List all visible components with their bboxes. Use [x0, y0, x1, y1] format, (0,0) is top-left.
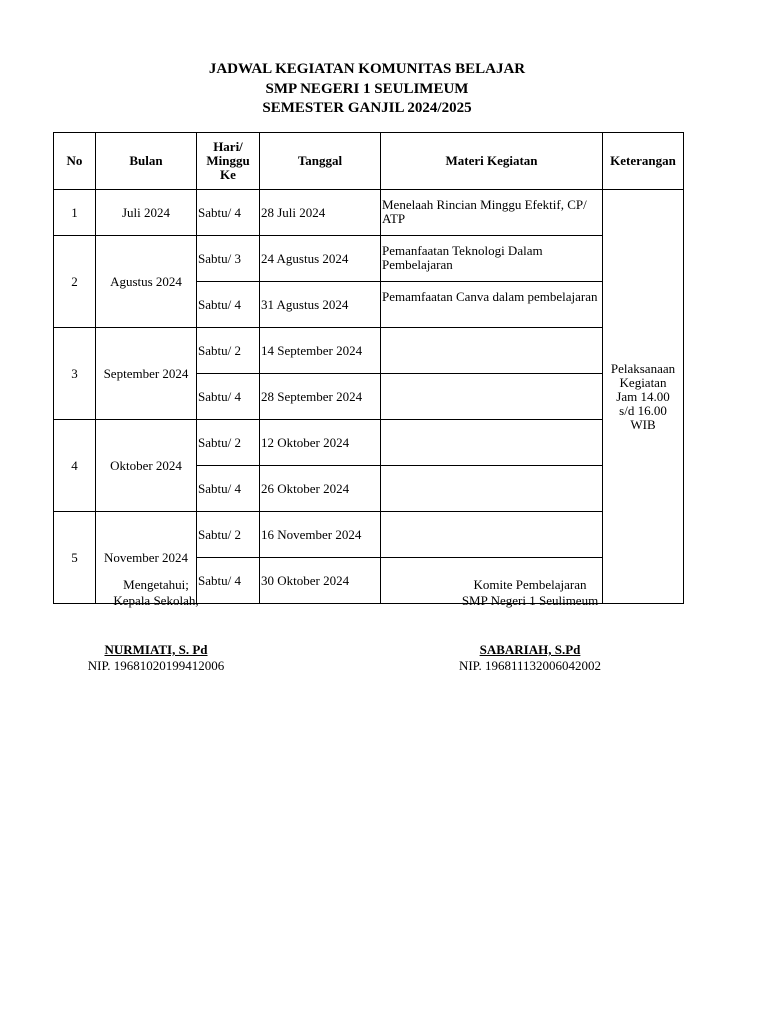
cell-hari: Sabtu/ 4 — [197, 466, 260, 512]
signature-right-nip: NIP. 196811132006042002 — [458, 658, 602, 673]
column-header-bulan: Bulan — [96, 133, 197, 190]
column-header-no: No — [54, 133, 96, 190]
cell-materi: Pemanfaatan Teknologi Dalam Pembelajaran — [381, 236, 603, 282]
cell-no: 5 — [54, 512, 96, 604]
cell-no: 3 — [54, 328, 96, 420]
semester-label: SEMESTER GANJIL 2024/2025 — [262, 100, 472, 116]
cell-tanggal: 31 Agustus 2024 — [260, 282, 381, 328]
table-row — [54, 190, 684, 236]
table-row — [54, 420, 684, 466]
signature-right-name: SABARIAH, S.Pd — [479, 642, 581, 657]
cell-materi — [381, 466, 603, 512]
cell-tanggal: 24 Agustus 2024 — [260, 236, 381, 282]
signature-right-heading — [430, 577, 630, 609]
keterangan-line: Kegiatan — [619, 374, 667, 390]
table-header-row — [54, 133, 684, 190]
cell-hari: Sabtu/ 4 — [197, 558, 260, 604]
column-header-hari-line: Ke — [220, 167, 236, 182]
column-header-hari-line: Hari/ — [213, 139, 243, 154]
cell-no: 4 — [54, 420, 96, 512]
cell-materi — [381, 328, 603, 374]
document-title: JADWAL KEGIATAN KOMUNITAS BELAJAR — [208, 61, 526, 77]
column-header-hari-line: Minggu — [206, 153, 250, 168]
column-header-keterangan: Keterangan — [603, 133, 684, 190]
cell-bulan: Agustus 2024 — [96, 236, 197, 328]
cell-materi — [381, 512, 603, 558]
school-name: SMP NEGERI 1 SEULIMEUM — [265, 81, 469, 97]
signature-right-line2: SMP Negeri 1 Seulimeum — [461, 593, 599, 608]
table-row — [54, 328, 684, 374]
keterangan-line: Jam 14.00 — [616, 388, 670, 404]
cell-materi — [381, 420, 603, 466]
column-header-hari — [197, 133, 260, 190]
signature-left-nip: NIP. 19681020199412006 — [87, 658, 225, 673]
signature-left-line1: Mengetahui; — [123, 577, 189, 592]
column-header-materi: Materi Kegiatan — [381, 133, 603, 190]
cell-tanggal: 14 September 2024 — [260, 328, 381, 374]
cell-tanggal: 28 September 2024 — [260, 374, 381, 420]
table-row — [54, 512, 684, 558]
cell-materi: Pemamfaatan Canva dalam pembelajaran — [381, 282, 603, 328]
cell-hari: Sabtu/ 2 — [197, 512, 260, 558]
cell-tanggal: 26 Oktober 2024 — [260, 466, 381, 512]
cell-no: 2 — [54, 236, 96, 328]
cell-hari: Sabtu/ 4 — [197, 190, 260, 236]
signature-left-line2: Kepala Sekolah, — [113, 593, 199, 608]
cell-bulan: September 2024 — [96, 328, 197, 420]
keterangan-line: Pelaksanaan — [610, 360, 676, 376]
signature-right-line1: Komite Pembelajaran — [473, 577, 587, 592]
cell-keterangan — [603, 190, 684, 604]
signature-right-signer — [430, 642, 630, 674]
signature-left-name: NURMIATI, S. Pd — [104, 642, 208, 657]
cell-hari: Sabtu/ 4 — [197, 282, 260, 328]
cell-materi — [381, 374, 603, 420]
table-row — [54, 236, 684, 282]
keterangan-line: s/d 16.00 — [619, 402, 667, 418]
cell-tanggal: 16 November 2024 — [260, 512, 381, 558]
cell-hari: Sabtu/ 2 — [197, 328, 260, 374]
cell-materi: Menelaah Rincian Minggu Efektif, CP/ ATP — [381, 190, 603, 236]
column-header-tanggal: Tanggal — [260, 133, 381, 190]
cell-hari: Sabtu/ 2 — [197, 420, 260, 466]
cell-no: 1 — [54, 190, 96, 236]
keterangan-line: WIB — [630, 416, 656, 432]
signature-left-heading — [66, 577, 246, 609]
signature-left-signer — [66, 642, 246, 674]
cell-bulan: Juli 2024 — [96, 190, 197, 236]
cell-bulan: Oktober 2024 — [96, 420, 197, 512]
cell-tanggal: 28 Juli 2024 — [260, 190, 381, 236]
cell-hari: Sabtu/ 3 — [197, 236, 260, 282]
cell-hari: Sabtu/ 4 — [197, 374, 260, 420]
cell-tanggal: 30 Oktober 2024 — [260, 558, 381, 604]
cell-bulan: November 2024 — [96, 512, 197, 604]
cell-tanggal: 12 Oktober 2024 — [260, 420, 381, 466]
schedule-table — [53, 132, 684, 604]
